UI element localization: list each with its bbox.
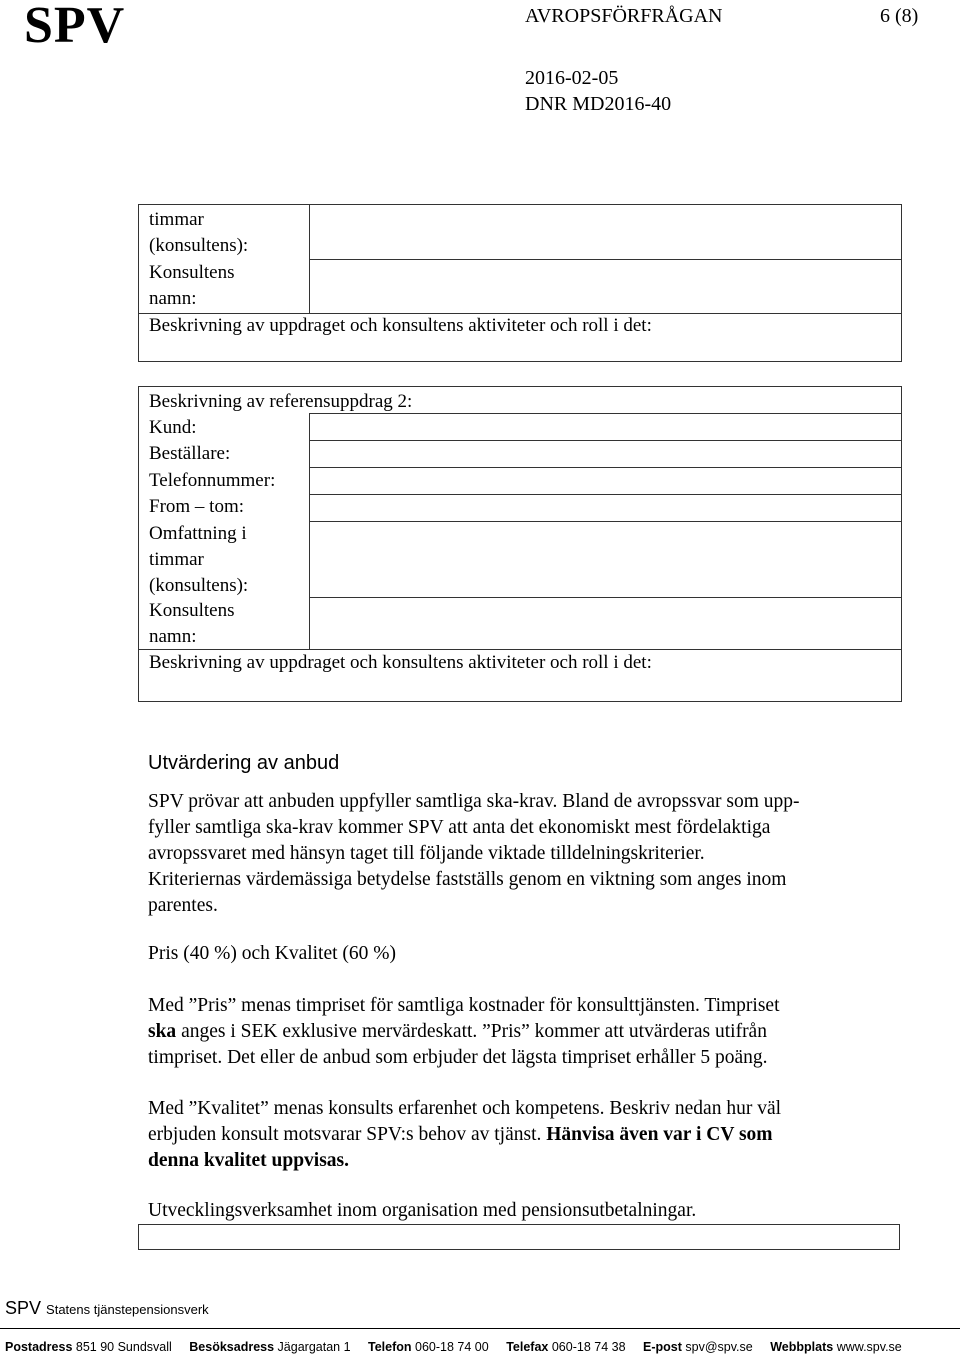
consultant-name-label-line2: namn:	[149, 288, 197, 309]
consultant-name-label-line2: namn:	[149, 626, 197, 647]
email-label: E-post	[643, 1340, 682, 1354]
consultant-name-input-cell[interactable]	[311, 598, 901, 649]
consultant-name-label-line1: Konsultens	[149, 262, 235, 283]
document-date: 2016-02-05	[525, 67, 619, 89]
footer-org-short: SPV	[5, 1298, 42, 1318]
page-number: 6 (8)	[880, 5, 919, 27]
customer-label: Kund:	[149, 417, 197, 438]
effort-label-line2: (konsultens):	[149, 235, 249, 256]
email-link[interactable]: spv@spv.se	[685, 1340, 753, 1354]
consultant-name-input-cell[interactable]	[311, 260, 901, 313]
cell-divider	[309, 597, 310, 649]
quality-line: Med ”Kvalitet” menas konsults erfarenhet och kompetens. Beskriv nedan hur väl	[148, 1098, 782, 1119]
effort-label-line1: timmar	[149, 209, 204, 230]
spv-logo: SPV	[24, 0, 126, 54]
description-input-cell[interactable]	[139, 315, 901, 361]
effort-label-line1: Omfattning i	[149, 523, 247, 544]
client-label: Beställare:	[149, 443, 231, 464]
fax-value: 060-18 74 38	[551, 1340, 626, 1354]
cell-divider	[309, 205, 310, 259]
phone-label: Telefonnummer:	[149, 470, 276, 491]
intro-line: fyller samtliga ska-krav kommer SPV att anta det ekonomiskt mest fördelaktiga	[148, 817, 771, 838]
visit-label: Besöksadress	[189, 1340, 275, 1354]
postal-label: Postadress	[5, 1340, 73, 1354]
fax-label: Telefax	[506, 1340, 549, 1354]
document-type: AVROPSFÖRFRÅGAN	[525, 5, 723, 27]
evaluation-intro	[148, 789, 868, 919]
effort-label-line3: (konsultens):	[149, 575, 249, 596]
client-input-cell[interactable]	[311, 441, 901, 467]
footer-org-full: Statens tjänstepensionsverk	[46, 1302, 209, 1317]
description-label: Beskrivning av uppdraget och konsultens aktiviteter och roll i det:	[149, 315, 652, 336]
web-label: Webbplats	[770, 1340, 834, 1354]
quality-line	[148, 1122, 868, 1148]
period-label: From – tom:	[149, 496, 245, 517]
reference-table-1	[138, 204, 902, 362]
intro-line: parentes.	[148, 895, 218, 916]
phone-input-cell[interactable]	[311, 468, 901, 494]
quality-line	[148, 1148, 868, 1174]
phone-value: 060-18 74 00	[415, 1340, 489, 1354]
intro-line: SPV prövar att anbuden uppfyller samtliga ska-krav. Bland de avropssvar som upp-	[148, 791, 800, 812]
quality-emphasis: denna kvalitet uppvisas.	[148, 1150, 350, 1171]
criterion-title: Utvecklingsverksamhet inom organisation med pensionsutbetalningar.	[148, 1200, 697, 1221]
criteria-weights: Pris (40 %) och Kvalitet (60 %)	[148, 943, 397, 964]
effort-input-cell[interactable]	[311, 205, 901, 259]
quality-paragraph	[148, 1096, 868, 1174]
description-label: Beskrivning av uppdraget och konsultens aktiviteter och roll i det:	[149, 652, 652, 673]
intro-line: Kriteriernas värdemässiga betydelse fastställs genom en viktning som anges inom	[148, 869, 787, 890]
price-line-rest: anges i SEK exklusive mervärdeskatt. ”Pris” kommer att utvärderas utifrån	[176, 1021, 767, 1042]
consultant-name-label-line1: Konsultens	[149, 600, 235, 621]
phone-label: Telefon	[368, 1340, 412, 1354]
price-line	[148, 1019, 868, 1045]
reference-2-title: Beskrivning av referensuppdrag 2:	[149, 391, 413, 412]
description-input-cell[interactable]	[139, 651, 901, 701]
evaluation-heading: Utvärdering av anbud	[148, 752, 340, 774]
criterion-answer-box[interactable]	[138, 1224, 900, 1250]
footer-organization	[5, 1296, 209, 1322]
price-paragraph	[148, 993, 868, 1071]
reference-table-2	[138, 386, 902, 702]
quality-emphasis: Hänvisa även var i CV som	[546, 1124, 773, 1145]
price-emphasis: ska	[148, 1021, 177, 1042]
web-link[interactable]: www.spv.se	[836, 1340, 902, 1354]
price-line: timpriset. Det eller de anbud som erbjuder det lägsta timpriset erhåller 5 poäng.	[148, 1047, 768, 1068]
quality-line-normal: erbjuden konsult motsvarar SPV:s behov av tjänst.	[148, 1124, 547, 1145]
visit-value: Jägargatan 1	[277, 1340, 351, 1354]
postal-value: 851 90 Sundsvall	[75, 1340, 172, 1354]
footer-divider	[0, 1328, 960, 1329]
document-dnr: DNR MD2016-40	[525, 93, 672, 115]
customer-input-cell[interactable]	[311, 414, 901, 440]
period-input-cell[interactable]	[311, 495, 901, 521]
intro-line: avropssvaret med hänsyn taget till följande viktade tilldelningskriterier.	[148, 843, 705, 864]
cell-divider	[309, 259, 310, 313]
footer-contacts	[5, 1338, 902, 1356]
price-line: Med ”Pris” menas timpriset för samtliga kostnader för konsulttjänsten. Timpriset	[148, 995, 780, 1016]
effort-input-cell[interactable]	[311, 522, 901, 597]
effort-label-line2: timmar	[149, 549, 204, 570]
